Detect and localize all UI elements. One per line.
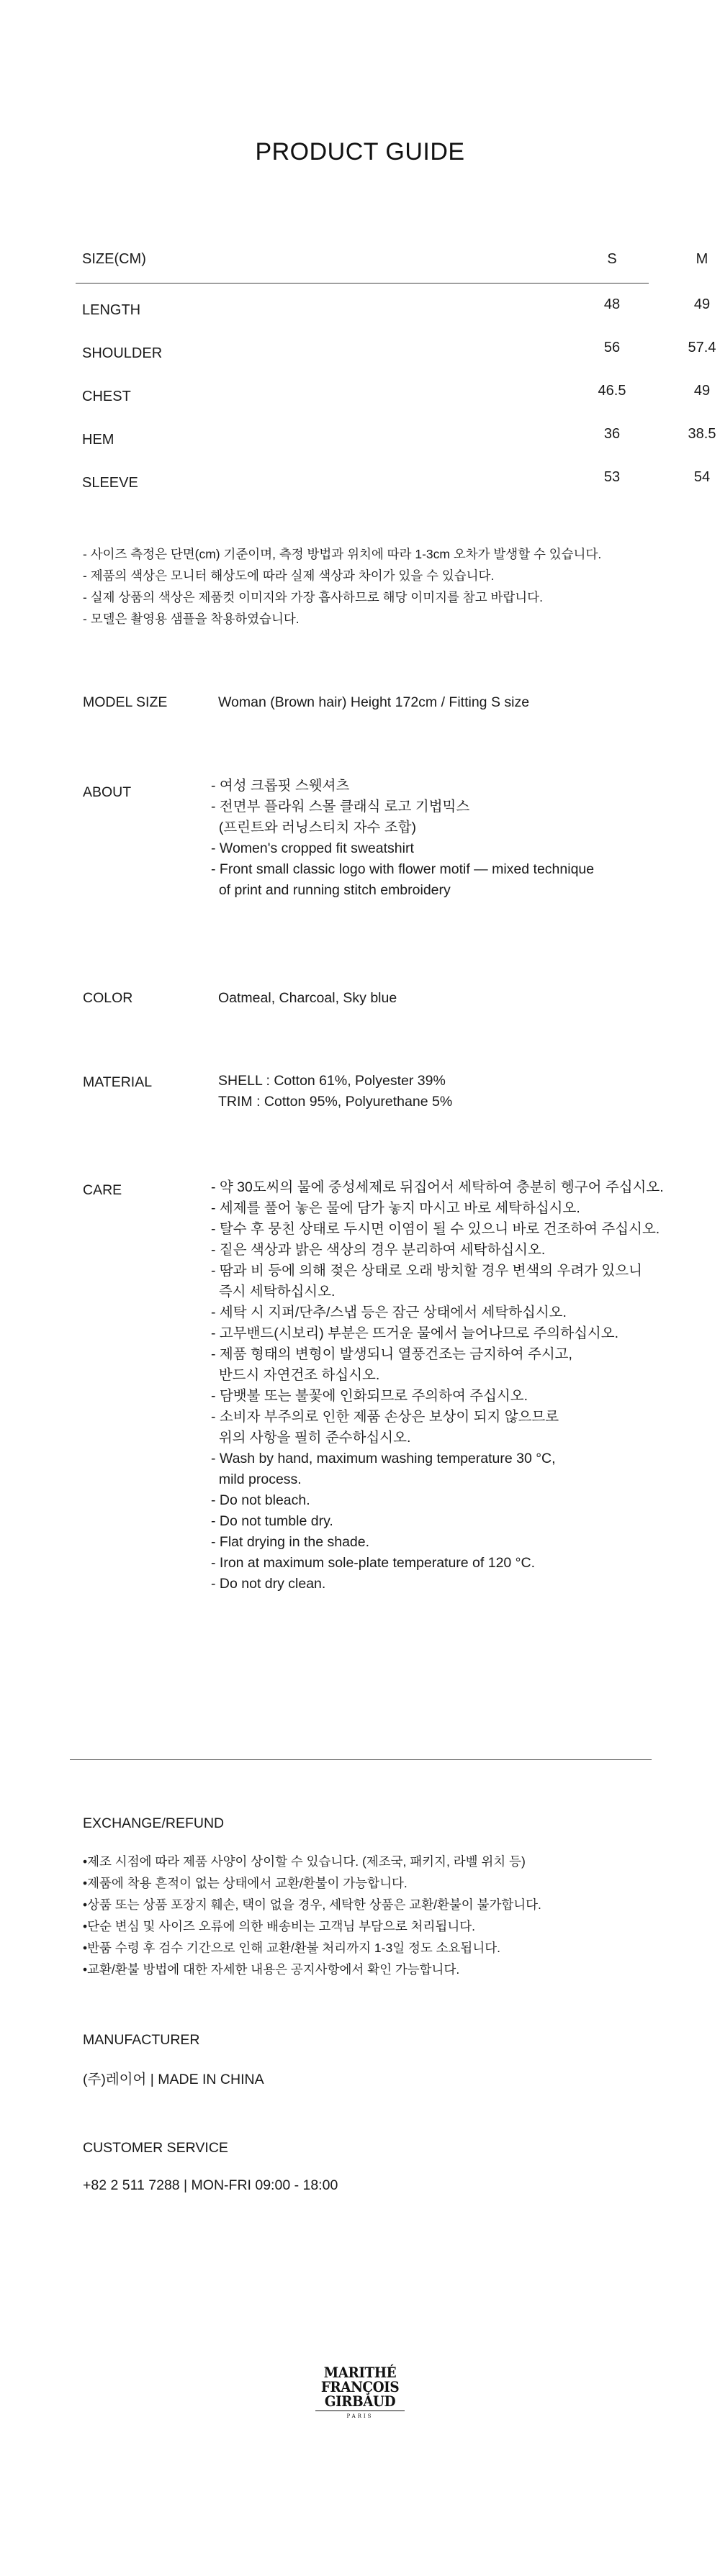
row-s-value: 53 — [603, 469, 621, 485]
care-lines — [211, 1177, 664, 1595]
material-lines — [218, 1071, 452, 1112]
care-line: 위의 사항을 필히 준수하십시오. — [211, 1430, 411, 1446]
care-line: 즉시 세탁하십시오. — [211, 1284, 336, 1300]
page-title: PRODUCT GUIDE — [255, 138, 465, 165]
care-line: - 땀과 비 등에 의해 젖은 상태로 오래 방치할 경우 변색의 우려가 있으니 — [211, 1263, 642, 1279]
care-line: - Do not dry clean. — [211, 1576, 326, 1592]
about-line: (프린트와 러닝스티치 자수 조합) — [211, 820, 416, 835]
care-label: CARE — [83, 1182, 122, 1198]
exchange-line: •제조 시점에 따라 제품 사양이 상이할 수 있습니다. (제조국, 패키지, 라벨 위치 등) — [83, 1854, 526, 1869]
material-line: SHELL : Cotton 61%, Polyester 39% — [218, 1073, 446, 1089]
customer-service-value: +82 2 511 7288 | MON-FRI 09:00 - 18:00 — [83, 2177, 338, 2193]
material-label: MATERIAL — [83, 1074, 153, 1090]
logo-line-2: FRANÇOIS — [320, 2378, 400, 2395]
exchange-refund-lines — [83, 1851, 541, 1980]
logo-line-4: PARIS — [346, 2413, 374, 2419]
row-label: SLEEVE — [82, 475, 138, 491]
about-line: - Front small classic logo with flower motif — mixed technique — [211, 861, 595, 877]
exchange-line: •반품 수령 후 검수 기간으로 인해 교환/환불 처리까지 1-3일 정도 소요됩니다. — [83, 1941, 501, 1955]
care-line: - 소비자 부주의로 인한 제품 손상은 보상이 되지 않으므로 — [211, 1409, 559, 1425]
model-size-value: Woman (Brown hair) Height 172cm / Fitting S size — [218, 694, 530, 710]
exchange-line: •상품 또는 상품 포장지 훼손, 택이 없을 경우, 세탁한 상품은 교환/환불이 불가합니다. — [83, 1897, 541, 1912]
logo-line-1: MARITHÉ — [323, 2364, 397, 2381]
exchange-line: •제품에 착용 흔적이 없는 상태에서 교환/환불이 가능합니다. — [83, 1876, 408, 1890]
row-m-value: 38.5 — [688, 426, 716, 442]
note-line: - 제품의 색상은 모니터 해상도에 따라 실제 색상과 차이가 있을 수 있습니다. — [83, 568, 495, 583]
care-line: - 담뱃불 또는 불꽃에 인화되므로 주의하여 주십시오. — [211, 1388, 528, 1404]
material-line: TRIM : Cotton 95%, Polyurethane 5% — [218, 1094, 453, 1110]
care-line: - 제품 형태의 변형이 발생되니 열풍건조는 금지하여 주시고, — [211, 1346, 572, 1362]
care-line: - Flat drying in the shade. — [211, 1534, 370, 1550]
size-table-header — [76, 248, 708, 284]
size-header-s: S — [607, 251, 617, 267]
exchange-line: •교환/환불 방법에 대한 자세한 내용은 공지사항에서 확인 가능합니다. — [83, 1962, 460, 1977]
care-line: mild process. — [211, 1471, 302, 1487]
size-notes — [83, 543, 601, 630]
row-label: SHOULDER — [82, 345, 163, 361]
row-m-value: 49 — [693, 383, 711, 399]
size-table — [76, 248, 716, 499]
care-line: - Iron at maximum sole-plate temperature of 120 °C. — [211, 1555, 535, 1571]
row-label: CHEST — [82, 389, 131, 404]
brand-logo — [308, 2365, 412, 2419]
size-header-m: M — [696, 251, 708, 267]
care-line: - 세제를 풀어 놓은 물에 담가 놓지 마시고 바로 세탁하십시오. — [211, 1200, 580, 1216]
about-line: of print and running stitch embroidery — [211, 882, 451, 898]
about-lines — [211, 776, 594, 901]
model-size-label: MODEL SIZE — [83, 694, 168, 710]
row-m-value: 54 — [693, 469, 711, 485]
row-label: HEM — [82, 432, 114, 448]
section-divider — [70, 1759, 652, 1760]
care-line: - Do not bleach. — [211, 1492, 310, 1508]
exchange-line: •단순 변심 및 사이즈 오류에 의한 배송비는 고객님 부담으로 처리됩니다. — [83, 1919, 475, 1933]
row-s-value: 48 — [603, 296, 621, 312]
care-line: - Wash by hand, maximum washing temperature 30 °C, — [211, 1451, 556, 1466]
note-line: - 사이즈 측정은 단면(cm) 기준이며, 측정 방법과 위치에 따라 1-3cm 오차가 발생할 수 있습니다. — [83, 547, 602, 561]
size-header-label: SIZE(CM) — [82, 251, 146, 267]
manufacturer-value: (주)레이어 | MADE IN CHINA — [83, 2072, 264, 2087]
row-s-value: 36 — [603, 426, 621, 442]
care-line: 반드시 자연건조 하십시오. — [211, 1367, 380, 1383]
note-line: - 실제 상품의 색상은 제품컷 이미지와 가장 흡사하므로 해당 이미지를 참고 바랍니다. — [83, 590, 543, 604]
about-line: - 여성 크롭핏 스웻셔츠 — [211, 778, 350, 794]
row-label: LENGTH — [82, 302, 141, 318]
care-line: - 탈수 후 뭉친 상태로 두시면 이염이 될 수 있으니 바로 건조하여 주십시오. — [211, 1221, 660, 1237]
note-line: - 모델은 촬영용 샘플을 착용하였습니다. — [83, 612, 300, 626]
table-row — [76, 456, 711, 499]
care-line: - 짙은 색상과 밝은 색상의 경우 분리하여 세탁하십시오. — [211, 1242, 546, 1258]
table-row — [76, 327, 716, 370]
customer-service-title: CUSTOMER SERVICE — [83, 2140, 228, 2156]
row-m-value: 49 — [693, 296, 711, 312]
care-line: - 세탁 시 지퍼/단추/스냅 등은 잠근 상태에서 세탁하십시오. — [211, 1305, 567, 1320]
about-line: - Women's cropped fit sweatshirt — [211, 840, 414, 856]
exchange-refund-title: EXCHANGE/REFUND — [83, 1815, 225, 1831]
about-label: ABOUT — [83, 784, 132, 800]
row-m-value: 57.4 — [688, 340, 716, 355]
table-row — [76, 284, 711, 327]
color-label: COLOR — [83, 990, 133, 1006]
care-line: - 약 30도씨의 물에 중성세제로 뒤집어서 세탁하여 충분히 헹구어 주십시오. — [211, 1179, 664, 1195]
color-value: Oatmeal, Charcoal, Sky blue — [218, 990, 397, 1006]
manufacturer-title: MANUFACTURER — [83, 2032, 200, 2048]
table-row — [76, 413, 716, 456]
logo-line-3: GIRBAUD — [324, 2393, 396, 2410]
row-s-value: 46.5 — [598, 383, 626, 399]
care-line: - Do not tumble dry. — [211, 1513, 333, 1529]
row-s-value: 56 — [603, 340, 621, 355]
care-line: - 고무밴드(시보리) 부분은 뜨거운 물에서 늘어나므로 주의하십시오. — [211, 1325, 619, 1341]
table-row — [76, 370, 711, 413]
about-line: - 전면부 플라워 스몰 클래식 로고 기법믹스 — [211, 799, 470, 815]
